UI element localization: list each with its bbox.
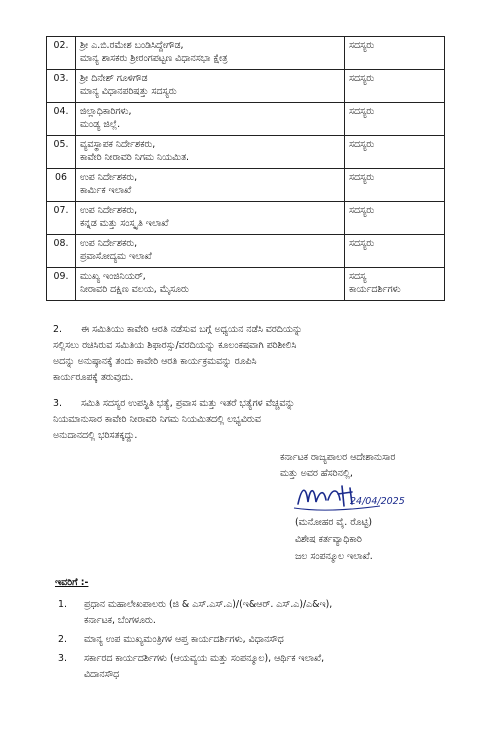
row-number: 06 xyxy=(47,169,76,202)
member-role xyxy=(345,235,445,268)
member-designation xyxy=(76,37,345,70)
paragraph-line: ಕಾರ್ಯರೂಪಕ್ಕೆ ತರುವುದು. xyxy=(53,372,134,383)
designation-line: ಮುಖ್ಯ ಇಂಜಿನಿಯರ್, xyxy=(80,271,146,282)
recipient-line: ಪ್ರಧಾನ ಮಹಾಲೇಖಪಾಲರು (ಜಿ & ಎಸ್.ಎಸ್.ಎ)/(ಇ&ಆರ್. ಎಸ್.ಎ)/ಎ&ಇ), xyxy=(84,599,333,610)
table-row xyxy=(47,268,445,301)
list-number: 2. xyxy=(58,634,67,645)
paragraph-line: ಅದನ್ನು ಅನುಷ್ಠಾನಕ್ಕೆ ತಂದು ಕಾವೇರಿ ಆರತಿ ಕಾರ್ಯಕ್ರಮವನ್ನು ರೂಪಿಸಿ xyxy=(53,356,257,367)
paragraph-text: ಈ ಸಮಿತಿಯು ಕಾವೇರಿ ಆರತಿ ನಡೆಸುವ ಬಗ್ಗೆ ಅಧ್ಯಯನ ನಡೆಸಿ ವರದಿಯನ್ನು xyxy=(81,324,303,335)
designation-line: ಕಾರ್ಮಿಕ ಇಲಾಖೆ xyxy=(80,185,132,196)
member-role xyxy=(345,268,445,301)
designation-line: ಮಂಡ್ಯ ಜಿಲ್ಲೆ. xyxy=(80,119,121,130)
row-number: 07. xyxy=(47,202,76,235)
designation-line: ಪ್ರವಾಸೋದ್ಯಮ ಇಲಾಖೆ xyxy=(80,251,152,262)
member-designation xyxy=(76,202,345,235)
handwritten-signature xyxy=(290,480,410,516)
designation-line: ಜಿಲ್ಲಾಧಿಕಾರಿಗಳು, xyxy=(80,106,132,117)
list-number: 3. xyxy=(58,653,67,664)
list-item xyxy=(58,632,458,648)
role-line: ಕಾರ್ಯದರ್ಶಿಗಳು xyxy=(349,284,401,295)
member-role xyxy=(345,70,445,103)
role-line: ಸದಸ್ಯರು xyxy=(349,106,375,117)
list-item xyxy=(58,651,458,683)
member-designation xyxy=(76,103,345,136)
member-designation xyxy=(76,169,345,202)
signatory-designation: ವಿಶೇಷ ಕರ್ತವ್ಯಾಧಿಕಾರಿ xyxy=(295,534,362,545)
role-line: ಸದಸ್ಯರು xyxy=(349,205,375,216)
table-row xyxy=(47,235,445,268)
committee-members-table xyxy=(46,36,445,301)
paragraph-number: 3. xyxy=(53,398,62,409)
list-item xyxy=(58,597,458,629)
table-row xyxy=(47,136,445,169)
designation-line: ವ್ಯವಸ್ಥಾಪಕ ನಿರ್ದೇಶಕರು, xyxy=(80,139,156,150)
designation-line: ಉಪ ನಿರ್ದೇಶಕರು, xyxy=(80,205,138,216)
recipient-line: ಮಾನ್ಯ ಉಪ ಮುಖ್ಯಮಂತ್ರಿಗಳ ಆಪ್ತ ಕಾರ್ಯದರ್ಶಿಗಳು, ವಿಧಾನಸೌಧ xyxy=(84,634,284,645)
row-number: 05. xyxy=(47,136,76,169)
paragraph-line: ಸಲ್ಲಿಸಲು ರಚಿಸಿರುವ ಸಮಿತಿಯ ಶಿಫಾರಸ್ಸು/ವರದಿಯನ್ನು ಕೂಲಂಕಷವಾಗಿ ಪರಿಶೀಲಿಸಿ xyxy=(53,340,297,351)
signatory xyxy=(295,514,373,565)
member-designation xyxy=(76,70,345,103)
paragraph-number: 2. xyxy=(53,324,62,335)
table-row xyxy=(47,103,445,136)
signatory-department: ಜಲ ಸಂಪನ್ಮೂಲ ಇಲಾಖೆ. xyxy=(295,551,373,562)
member-designation xyxy=(76,268,345,301)
table-row xyxy=(47,169,445,202)
paragraph-line xyxy=(53,396,453,412)
designation-line: ನೀರಾವರಿ ದಕ್ಷಿಣ ವಲಯ, ಮೈಸೂರು xyxy=(80,284,189,295)
paragraph-text: ಸಮಿತಿ ಸದಸ್ಯರ ಉಪಸ್ಥಿತಿ ಭತ್ಯೆ, ಪ್ರವಾಸ ಮತ್ತು ಇತರೆ ಭತ್ಯೆಗಳ ವೆಚ್ಚವನ್ನು xyxy=(81,398,295,409)
recipients-heading: ಇವರಿಗೆ :- xyxy=(55,577,89,588)
role-line: ಸದಸ್ಯರು xyxy=(349,172,375,183)
recipient-line: ಕರ್ನಾಟಕ, ಬೆಂಗಳೂರು. xyxy=(84,615,156,626)
authority-line: ಕರ್ನಾಟಕ ರಾಜ್ಯಪಾಲರ ಆದೇಶಾನುಸಾರ xyxy=(280,452,396,463)
signature-date: 24/04/2025 xyxy=(350,496,405,507)
table-row xyxy=(47,70,445,103)
designation-line: ಮಾನ್ಯ ಶಾಸಕರು ಶ್ರೀರಂಗಪಟ್ಟಣ ವಿಧಾನಸಭಾ ಕ್ಷೇತ್ರ xyxy=(80,53,228,64)
role-line: ಸದಸ್ಯ xyxy=(349,271,367,282)
recipients-list xyxy=(58,597,458,686)
order-authority xyxy=(280,450,460,482)
table-row xyxy=(47,202,445,235)
row-number: 09. xyxy=(47,268,76,301)
member-role xyxy=(345,103,445,136)
member-role xyxy=(345,136,445,169)
table-row xyxy=(47,37,445,70)
designation-line: ಕಾವೇರಿ ನೀರಾವರಿ ನಿಗಮ ನಿಯಮಿತ. xyxy=(80,152,190,163)
member-role xyxy=(345,37,445,70)
paragraph-line: ನಿಯಮಾನುಸಾರ ಕಾವೇರಿ ನೀರಾವರಿ ನಿಗಮ ನಿಯಮಿತದಲ್ಲಿ ಲಭ್ಯವಿರುವ xyxy=(53,414,261,425)
role-line: ಸದಸ್ಯರು xyxy=(349,73,375,84)
designation-line: ಕನ್ನಡ ಮತ್ತು ಸಂಸ್ಕೃತಿ ಇಲಾಖೆ xyxy=(80,218,169,229)
member-role xyxy=(345,169,445,202)
row-number: 08. xyxy=(47,235,76,268)
row-number: 02. xyxy=(47,37,76,70)
recipient-line: ವಿದಾನಸೌಧ xyxy=(84,669,120,680)
list-number: 1. xyxy=(58,599,67,610)
paragraph-line xyxy=(53,322,453,338)
designation-line: ಉಪ ನಿರ್ದೇಶಕರು, xyxy=(80,238,138,249)
role-line: ಸದಸ್ಯರು xyxy=(349,139,375,150)
paragraph-line: ಅನುದಾನದಲ್ಲಿ ಭರಿಸತಕ್ಕದ್ದು. xyxy=(53,430,138,441)
designation-line: ಶ್ರೀ ಎ.ಬಿ.ರಮೇಶ ಬಂಡಿಸಿದ್ದೇಗೌಡ, xyxy=(80,40,184,51)
row-number: 04. xyxy=(47,103,76,136)
designation-line: ಉಪ ನಿರ್ದೇಶಕರು, xyxy=(80,172,138,183)
row-number: 03. xyxy=(47,70,76,103)
designation-line: ಶ್ರೀ ದಿನೇಶ್ ಗೂಳಿಗೌಡ xyxy=(80,73,148,84)
paragraph-2 xyxy=(53,322,453,386)
member-designation xyxy=(76,235,345,268)
role-line: ಸದಸ್ಯರು xyxy=(349,40,375,51)
member-designation xyxy=(76,136,345,169)
recipient-line: ಸರ್ಕಾರದ ಕಾರ್ಯದರ್ಶಿಗಳು (ಆಯವ್ಯಯ ಮತ್ತು ಸಂಪನ್ಮೂಲ), ಆರ್ಥಿಕ ಇಲಾಖೆ, xyxy=(84,653,325,664)
member-role xyxy=(345,202,445,235)
designation-line: ಮಾನ್ಯ ವಿಧಾನಪರಿಷತ್ತು ಸದಸ್ಯರು xyxy=(80,86,177,97)
signatory-name: (ಮನೋಹರ ವೈ. ರೊಟ್ಟಿ) xyxy=(295,517,372,528)
role-line: ಸದಸ್ಯರು xyxy=(349,238,375,249)
authority-line: ಮತ್ತು ಅವರ ಹೆಸರಿನಲ್ಲಿ, xyxy=(280,468,353,479)
paragraph-3 xyxy=(53,396,453,444)
